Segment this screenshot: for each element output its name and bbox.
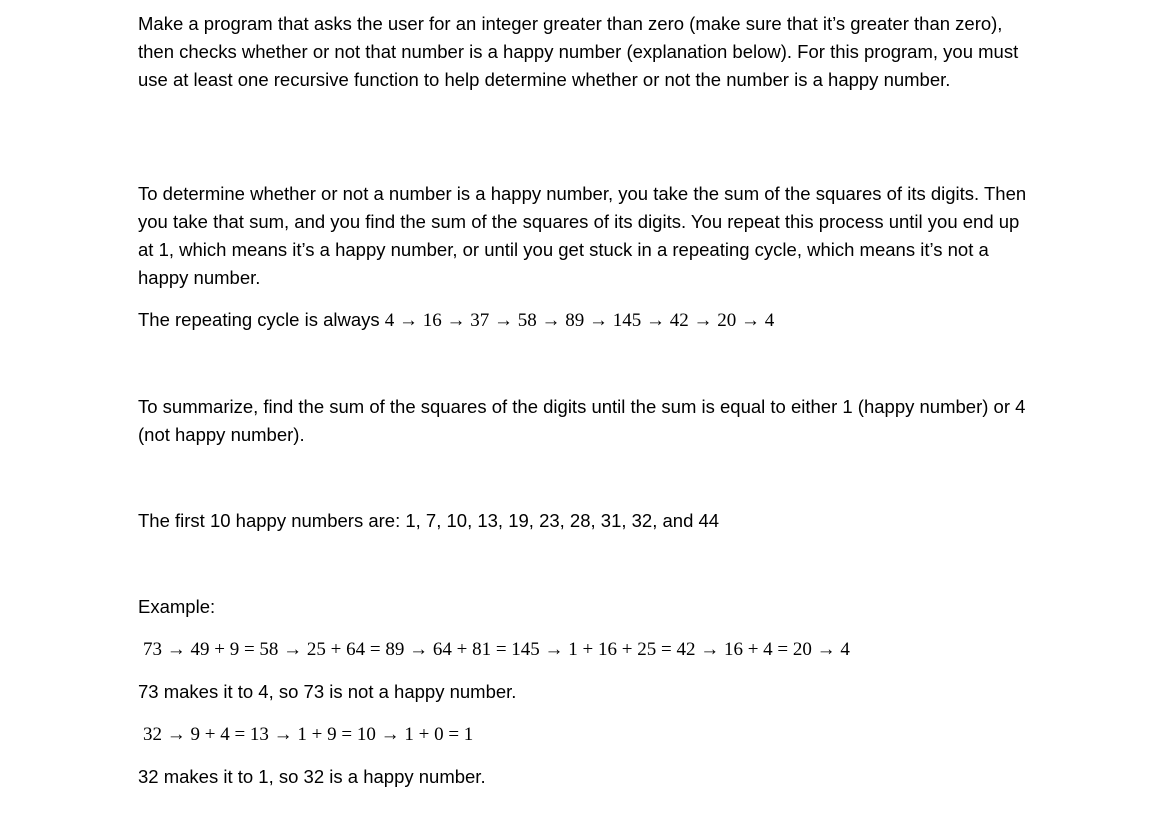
example-1-result: 73 makes it to 4, so 73 is not a happy number. [138,681,517,702]
explanation-paragraph: To determine whether or not a number is a happy number, you take the sum of the squares of its digits. Then you take that sum, and you find the sum of the squares of its digits. You repeat this process until you end up at 1, which means it’s a happy number, or until you get stuck in a repeating cycle, which means it’s not a happy number. [138,183,1027,288]
cycle-sequence: 4 → 16 → 37 → 58 → 89 → 145 → 42 → 20 → 4 [384,310,775,331]
example-heading: Example: [138,596,216,617]
example-2-result: 32 makes it to 1, so 32 is a happy number. [138,766,486,787]
first-ten-paragraph: The first 10 happy numbers are: 1, 7, 10, 13, 19, 23, 28, 31, 32, and 44 [138,510,720,531]
cycle-paragraph [138,306,1038,335]
example-2-equation: 32 → 9 + 4 = 13 → 1 + 9 = 10 → 1 + 0 = 1 [143,724,474,745]
summary-paragraph: To summarize, find the sum of the squares of the digits until the sum is equal to either 1 (happy number) or 4 (not happy number). [138,396,1026,445]
example-1-equation: 73 → 49 + 9 = 58 → 25 + 64 = 89 → 64 + 81 = 145 → 1 + 16 + 25 = 42 → 16 + 4 = 20 → 4 [143,639,850,660]
cycle-label: The repeating cycle is always [138,309,385,330]
intro-paragraph: Make a program that asks the user for an integer greater than zero (make sure that it’s greater than zero), then checks whether or not that number is a happy number (explanation below). For this program, you must use at least one recursive function to help determine whether or not the number is a happy number. [138,13,1019,90]
